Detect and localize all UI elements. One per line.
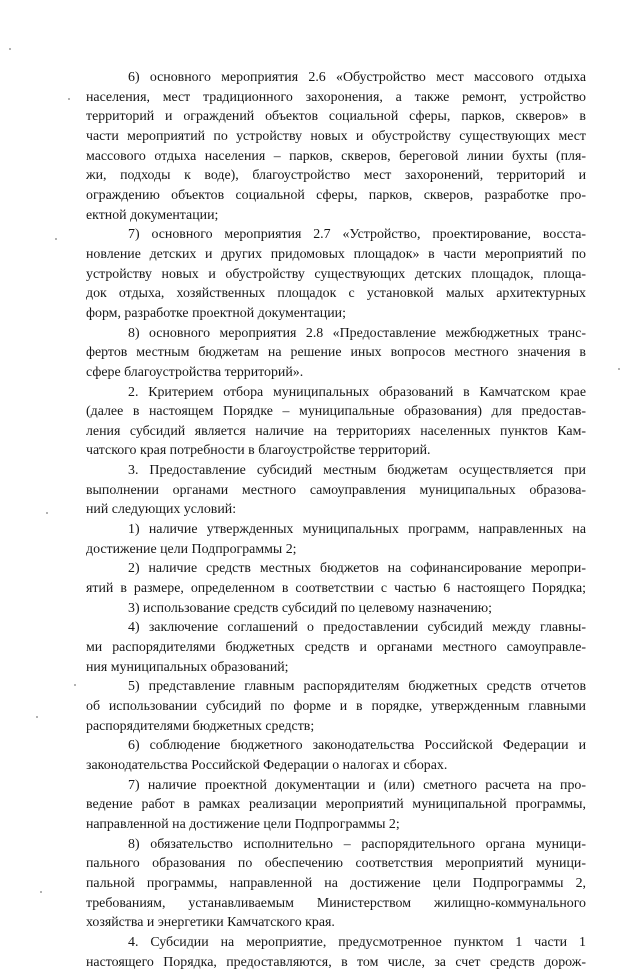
text-line: настоящего Порядка, предоставляются, в том числе, за счет средств дорож-	[86, 954, 586, 970]
text-line: 8) обязательство исполнительно – распорядительного органа муници-	[128, 836, 586, 852]
text-line: сфере благоустройства территорий».	[86, 364, 304, 380]
text-line: 1) наличие утвержденных муниципальных программ, направленных на	[128, 522, 586, 538]
text-line: 4) заключение соглашений о предоставлении субсидий между главны-	[128, 620, 586, 636]
text-line: ния муниципальных образований;	[86, 659, 289, 675]
text-line: 7) наличие проектной документации и (или) сметного расчета на про-	[128, 777, 586, 793]
text-line: распорядителями бюджетных средств;	[86, 718, 315, 734]
text-line: фертов местным бюджетам на решение иных вопросов местного значения в	[86, 345, 586, 361]
text-line: населения, мест традиционного захоронения, а также ремонт, устройство	[86, 89, 586, 105]
text-line: направленной на достижение цели Подпрограммы 2;	[86, 816, 400, 832]
text-line: 6) соблюдение бюджетного законодательства Российской Федерации и	[128, 738, 586, 754]
text-line: чатского края потребности в благоустройстве территорий.	[86, 443, 431, 459]
scan-speck	[9, 48, 11, 50]
text-line: массового отдыха населения – парков, скверов, береговой линии бухты (пля-	[86, 148, 586, 164]
text-line: 7) основного мероприятия 2.7 «Устройство, проектирование, восста-	[128, 227, 586, 243]
scan-speck	[40, 891, 42, 893]
text-line: ведение работ в рамках реализации мероприятий муниципальной программы,	[86, 797, 586, 813]
scan-speck	[55, 238, 57, 240]
text-line: законодательства Российской Федерации о налогах и сборах.	[86, 757, 448, 773]
text-line: жи, подходы к воде), благоустройство мест захоронений, территорий и	[86, 168, 586, 184]
text-line: док отдыха, хозяйственных площадок с установкой малых архитектурных	[86, 286, 586, 302]
text-line: 5) представление главным распорядителям бюджетных средств отчетов	[128, 679, 586, 695]
text-line: 2) наличие средств местных бюджетов на софинансирование меропри-	[128, 561, 586, 577]
text-line: хозяйства и энергетики Камчатского края.	[86, 915, 335, 931]
text-line: устройству новых и обустройству существующих детских площадок, площа-	[86, 266, 586, 282]
text-line: территорий и ограждений объектов социальной сферы, парков, скверов» в	[86, 109, 586, 125]
text-line: новление детских и других придомовых площадок» в части мероприятий по	[86, 246, 586, 262]
scan-speck	[36, 716, 38, 718]
text-line: ограждению объектов социальной сферы, парков, скверов, разработке про-	[86, 187, 586, 203]
text-line: 4. Субсидии на мероприятие, предусмотренное пунктом 1 части 1	[128, 934, 586, 950]
text-line: 3) использование средств субсидий по целевому назначению;	[128, 600, 493, 616]
text-line: ления субсидий является наличие на территориях населенных пунктов Кам-	[86, 423, 586, 439]
text-line: об использовании субсидий по форме и в порядке, утвержденным главными	[86, 699, 586, 714]
text-line: ний следующих условий:	[86, 502, 237, 518]
text-line: 2. Критерием отбора муниципальных образований в Камчатском крае	[128, 384, 586, 400]
text-line: (далее в настоящем Порядке – муниципальные образования) для предостав-	[86, 404, 586, 420]
scan-speck	[68, 98, 70, 100]
text-line: части мероприятий по устройству новых и обустройству существующих мест	[86, 128, 586, 144]
text-line: ектной документации;	[86, 207, 219, 223]
scan-speck	[618, 368, 620, 370]
text-line: пального образования по обеспечению соответствия мероприятий муници-	[86, 856, 586, 872]
text-line: пальной программы, направленной на достижение цели Подпрограммы 2,	[86, 875, 586, 891]
text-line: 8) основного мероприятия 2.8 «Предоставление межбюджетных транс-	[128, 325, 586, 341]
text-line: ятий в размере, определенном в соответствии с частью 6 настоящего Порядка;	[86, 581, 586, 597]
document-text	[86, 68, 586, 972]
text-line: форм, разработке проектной документации;	[86, 305, 346, 321]
scan-speck	[74, 684, 76, 686]
scan-speck	[46, 512, 48, 514]
text-line: требованиям, устанавливаемым Министерством жилищно-коммунального	[86, 895, 586, 911]
text-line: выполнении органами местного самоуправления муниципальных образова-	[86, 482, 586, 498]
text-line: ми распорядителями бюджетных средств и органами местного самоуправле-	[86, 640, 586, 656]
text-line: 6) основного мероприятия 2.6 «Обустройство мест массового отдыха	[128, 70, 586, 85]
text-line: 3. Предоставление субсидий местным бюджетам осуществляется при	[128, 463, 586, 479]
text-line: достижение цели Подпрограммы 2;	[86, 541, 297, 557]
